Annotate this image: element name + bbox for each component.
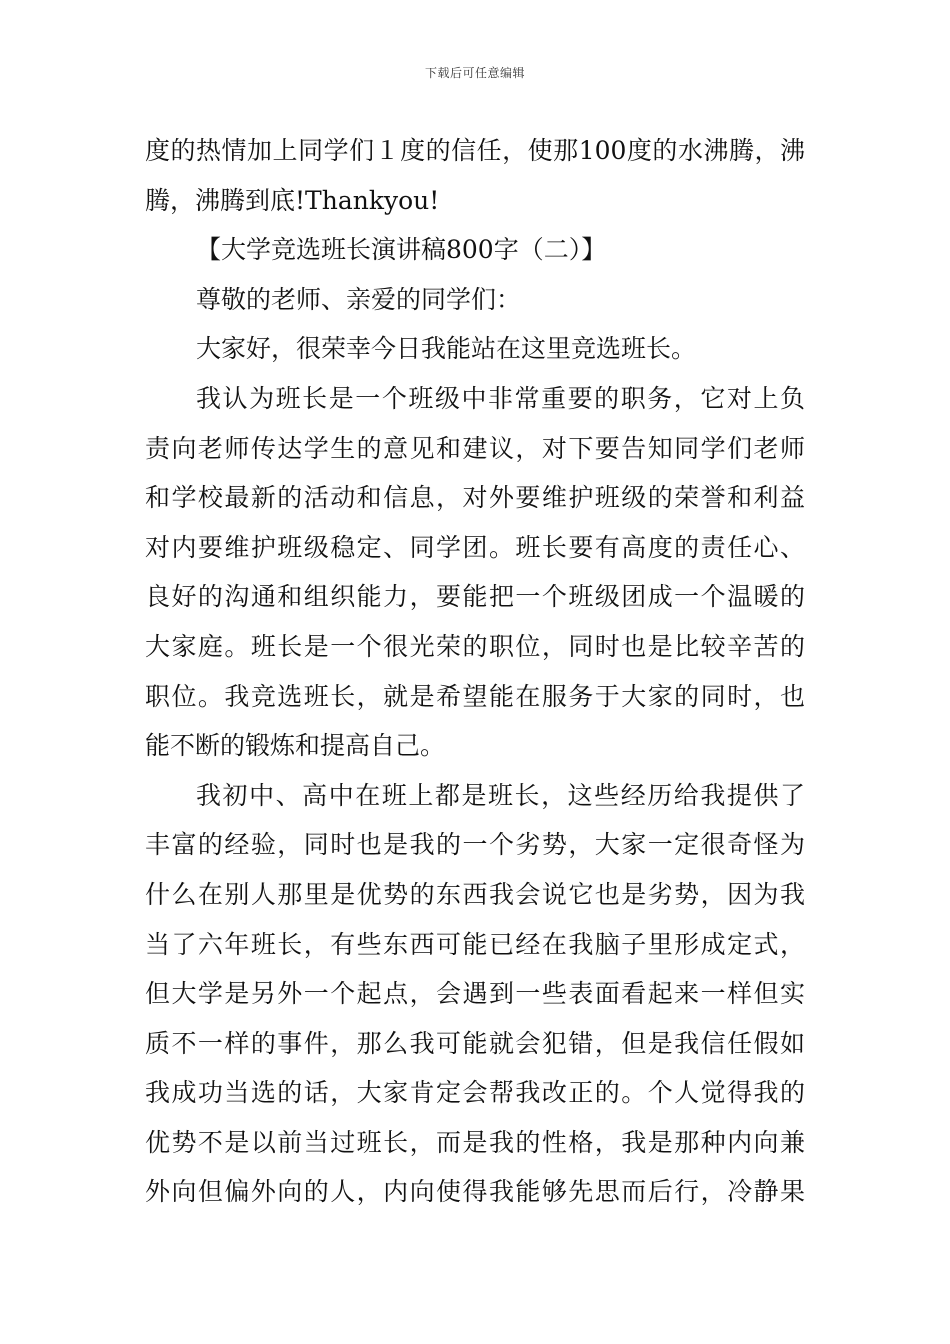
text-line: 质不一样的事件，那么我可能就会犯错，但是我信任假如 (145, 1028, 805, 1058)
document-body (145, 126, 805, 1217)
text-line: 度的热情加上同学们１度的信任，使那100度的水沸腾，沸 (145, 136, 805, 165)
text-line: 当了六年班长，有些东西可能已经在我脑子里形成定式， (145, 929, 805, 959)
text-line: 我初中、高中在班上都是班长，这些经历给我提供了 (196, 780, 805, 810)
text-line: 和学校最新的活动和信息，对外要维护班级的荣誉和利益 (145, 483, 805, 513)
text-line: 外向但偏外向的人，内向使得我能够先思而后行，冷静果 (145, 1177, 805, 1207)
text-line: 责向老师传达学生的意见和建议，对下要告知同学们老师 (145, 433, 805, 463)
text-line: 对内要维护班级稳定、同学团。班长要有高度的责任心、 (145, 532, 805, 562)
text-line: 优势不是以前当过班长，而是我的性格，我是那种内向兼 (145, 1127, 805, 1157)
text-line: 我认为班长是一个班级中非常重要的职务，它对上负 (196, 383, 805, 413)
text-line: 我成功当选的话，大家肯定会帮我改正的。个人觉得我的 (145, 1078, 805, 1108)
text-line: 腾，沸腾到底!Thankyou! (145, 185, 440, 215)
text-line: 什么在别人那里是优势的东西我会说它也是劣势，因为我 (145, 879, 805, 909)
text-line: 能不断的锻炼和提高自己。 (145, 731, 446, 761)
greeting: 大家好，很荣幸今日我能站在这里竞选班长。 (196, 334, 697, 364)
salutation: 尊敬的老师、亲爱的同学们： (196, 284, 522, 314)
text-line: 但大学是另外一个起点，会遇到一些表面看起来一样但实 (145, 979, 805, 1009)
section-title: 【大学竞选班长演讲稿800字（二）】 (196, 235, 607, 265)
page-header: 下载后可任意编辑 (424, 66, 525, 80)
text-line: 职位。我竞选班长，就是希望能在服务于大家的同时，也 (145, 681, 805, 711)
text-line: 大家庭。班长是一个很光荣的职位，同时也是比较辛苦的 (145, 631, 805, 661)
text-line: 良好的沟通和组织能力，要能把一个班级团成一个温暖的 (145, 582, 805, 612)
text-line: 丰富的经验，同时也是我的一个劣势，大家一定很奇怪为 (145, 830, 805, 860)
